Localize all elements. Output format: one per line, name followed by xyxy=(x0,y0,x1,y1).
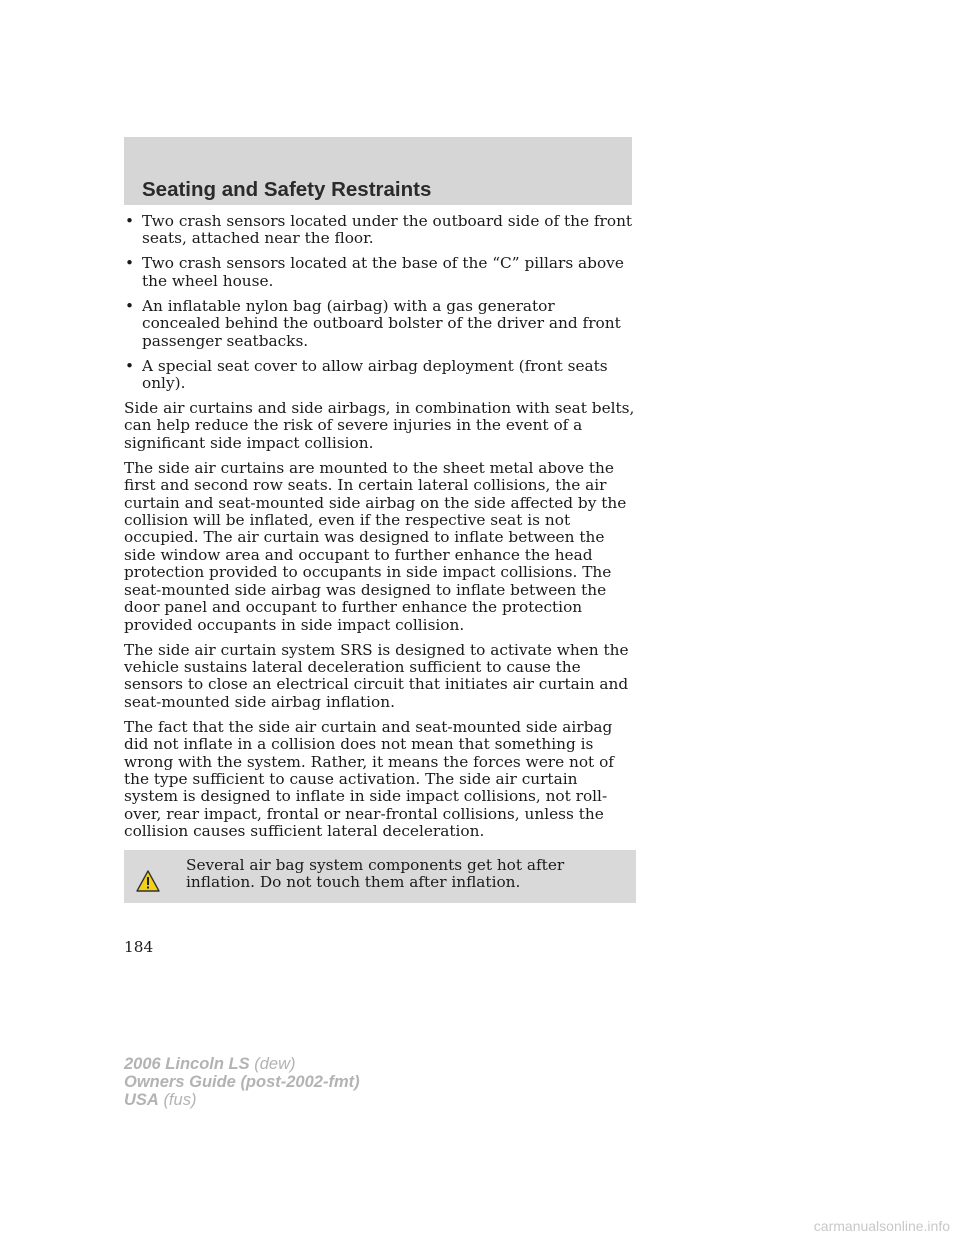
list-item-text: An inflatable nylon bag (airbag) with a gas generator concealed behind the outboard bolster of the driver and front passenger seatbacks. xyxy=(142,296,621,350)
warning-text: Several air bag system components get hot after inflation. Do not touch them after inflation. xyxy=(186,855,565,891)
warning-box xyxy=(124,850,636,903)
footer-guide: Owners Guide (post-2002-fmt) xyxy=(124,1073,360,1091)
list-item-text: Two crash sensors located under the outboard side of the front seats, attached near the floor. xyxy=(142,212,633,248)
footer-region: USA xyxy=(124,1091,159,1109)
watermark: carmanualsonline.info xyxy=(813,1218,950,1234)
list-item xyxy=(124,298,636,350)
document-footer xyxy=(124,1055,360,1109)
paragraph: The side air curtain system SRS is designed to activate when the vehicle sustains lateral deceleration sufficient to cause the sensors to close an electrical circuit that initiates air curtain and seat-mounted side airbag inflation. xyxy=(124,640,629,711)
bullet-icon: • xyxy=(125,212,135,230)
footer-model-code: (dew) xyxy=(254,1055,296,1073)
footer-line-model xyxy=(124,1055,360,1073)
bullet-icon: • xyxy=(125,254,135,273)
warning-triangle-icon xyxy=(136,870,160,892)
paragraph: The fact that the side air curtain and seat-mounted side airbag did not inflate in a collision does not mean that something is wrong with the system. Rather, it means the forces were not of the type sufficient to cause activation. The side air curtain system is designed to inflate in side impact collisions, not roll-over, rear impact, frontal or near-frontal collisions, unless the collision causes sufficient lateral deceleration. xyxy=(124,717,614,841)
footer-line-guide xyxy=(124,1073,360,1091)
page-number: 184 xyxy=(124,938,154,956)
page-content xyxy=(124,213,636,903)
section-title: Seating and Safety Restraints xyxy=(142,178,432,201)
paragraph: Side air curtains and side airbags, in combination with seat belts, can help reduce the risk of severe injuries in the event of a significant side impact collision. xyxy=(124,399,635,452)
component-list xyxy=(124,213,636,392)
bullet-icon: • xyxy=(125,356,135,375)
list-item-text: A special seat cover to allow airbag deployment (front seats only). xyxy=(142,356,608,393)
footer-model: 2006 Lincoln LS xyxy=(124,1055,250,1073)
list-item xyxy=(124,213,636,248)
paragraph: The side air curtains are mounted to the sheet metal above the first and second row seats. In certain lateral collisions, the air curtain and seat-mounted side airbag on the side affected by the collision will be inflated, even if the respective seat is not occupied. The air curtain was designed to inflate between the side window area and occupant to further enhance the head protection provided to occupants in side impact collisions. The seat-mounted side airbag was designed to inflate between the door panel and occupant to further enhance the protection provided occupants in side impact collision. xyxy=(124,458,627,634)
list-item xyxy=(124,255,636,290)
footer-line-region xyxy=(124,1091,360,1109)
list-item xyxy=(124,358,636,393)
bullet-icon: • xyxy=(125,296,135,315)
list-item-text: Two crash sensors located at the base of the “C” pillars above the wheel house. xyxy=(142,254,624,290)
footer-region-code: (fus) xyxy=(163,1091,197,1109)
